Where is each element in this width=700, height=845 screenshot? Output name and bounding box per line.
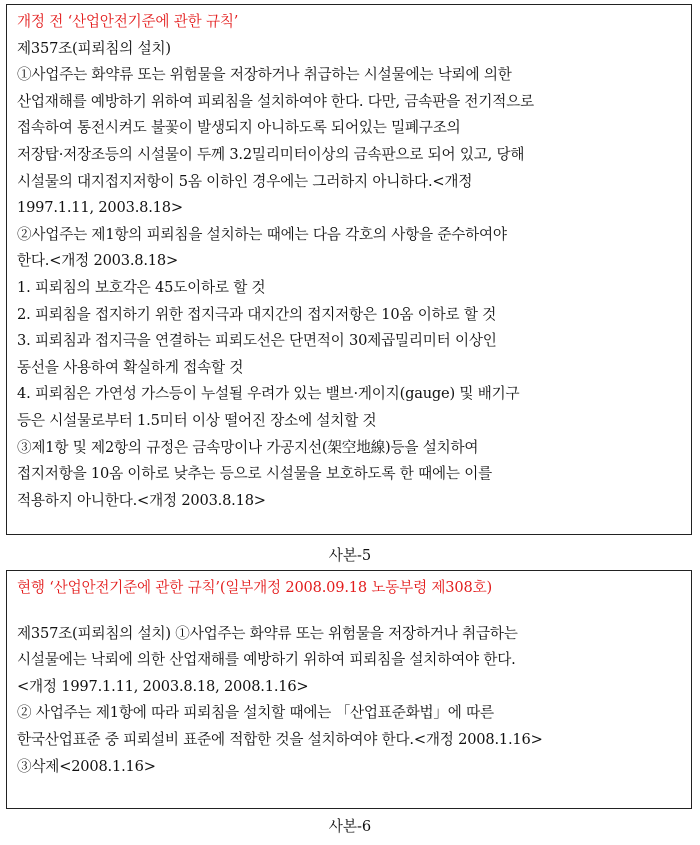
old-text-line: ②사업주는 제1항의 피뢰침을 설치하는 때에는 다음 각호의 사항을 준수하여야 [17,225,507,243]
old-regulation-box [6,4,692,535]
old-text-line: 적용하지 아니한다.<개정 2003.8.18> [17,491,266,509]
old-text-line: 1997.1.11, 2003.8.18> [17,199,183,217]
current-text-line: ③삭제<2008.1.16> [17,757,156,775]
old-text-line: 1. 피뢰침의 보호각은 45도이하로 할 것 [17,278,266,296]
old-regulation-title: 개정 전 ‘산업안전기준에 관한 규칙’ [17,13,239,30]
old-text-line: 접속하여 통전시켜도 불꽃이 발생되지 아니하도록 되어있는 밀폐구조의 [17,119,461,137]
old-text-line: 4. 피뢰침은 가연성 가스등이 누설될 우려가 있는 밸브·게이지(gauge) 및 배기구 [17,385,520,403]
old-text-line: 제357조(피뢰침의 설치) [17,39,171,57]
current-regulation-box [6,570,692,809]
caption-copy-5: 사본-5 [328,547,372,564]
old-text-line: 저장탑·저장조등의 시설물이 두께 3.2밀리미터이상의 금속판으로 되어 있고, 당해 [17,145,525,163]
current-text-line: ② 사업주는 제1항에 따라 피뢰침을 설치할 때에는 「산업표준화법」에 따른 [17,704,494,722]
current-text-line: <개정 1997.1.11, 2003.8.18, 2008.1.16> [17,677,309,695]
old-text-line: ①사업주는 화약류 또는 위험물을 저장하거나 취급하는 시설물에는 낙뢰에 의한 [17,66,512,84]
old-text-line: 등은 시설물로부터 1.5미터 이상 떨어진 장소에 설치할 것 [17,411,377,429]
old-text-line: 시설물의 대지접지저항이 5옴 이하인 경우에는 그러하지 아니하다.<개정 [17,172,473,190]
current-regulation-title: 현행 ‘산업안전기준에 관한 규칙’(일부개정 2008.09.18 노동부령 제308호) [17,579,492,596]
old-text-line: 한다.<개정 2003.8.18> [17,252,178,270]
old-text-line: ③제1항 및 제2항의 규정은 금속망이나 가공지선(架空地線)등을 설치하여 [17,438,479,456]
current-text-line: 제357조(피뢰침의 설치) ①사업주는 화약류 또는 위험물을 저장하거나 취급하는 [17,624,518,642]
old-text-line: 동선을 사용하여 확실하게 접속할 것 [17,358,244,376]
old-text-line: 산업재해를 예방하기 위하여 피뢰침을 설치하여야 한다. 다만, 금속판을 전기적으로 [17,92,534,110]
current-text-line: 한국산업표준 중 피뢰설비 표준에 적합한 것을 설치하여야 한다.<개정 2008.1.16> [17,730,543,748]
caption-copy-6: 사본-6 [328,818,372,835]
old-text-line: 접지저항을 10옴 이하로 낮추는 등으로 시설물을 보호하도록 한 때에는 이를 [17,465,493,483]
spacer [17,602,683,621]
old-text-line: 3. 피뢰침과 접지극을 연결하는 피뢰도선은 단면적이 30제곱밀리미터 이상인 [17,332,497,350]
old-text-line: 2. 피뢰침을 접지하기 위한 접지극과 대지간의 접지저항은 10옴 이하로 할 것 [17,305,497,323]
current-text-line: 시설물에는 낙뢰에 의한 산업재해를 예방하기 위하여 피뢰침을 설치하여야 한다. [17,651,516,669]
